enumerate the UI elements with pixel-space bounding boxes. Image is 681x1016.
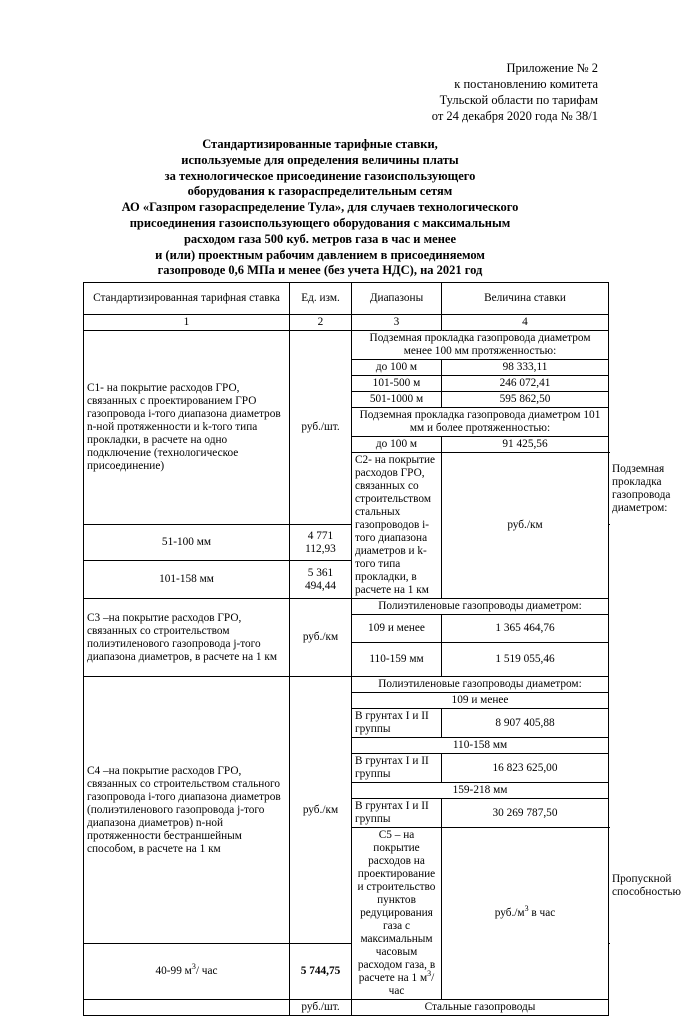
empty-cell	[84, 1000, 290, 1016]
range-cell: 101-500 м	[352, 376, 442, 392]
header-value: Величина ставки	[442, 283, 609, 315]
unit-c4: руб./км	[290, 677, 352, 944]
group-header: Подземная прокладка газопровода диаметром менее 100 мм протяженностью:	[352, 331, 609, 360]
range-cell: 51-100 мм	[84, 525, 290, 561]
column-number: 1	[84, 315, 290, 331]
range-cell: В грунтах I и II группы	[352, 754, 442, 783]
appendix-line: Приложение № 2	[506, 61, 598, 75]
appendix-line: от 24 декабря 2020 года № 38/1	[431, 109, 598, 123]
value-cell: 16 823 625,00	[442, 754, 609, 783]
range-cell: В грунтах I и II группы	[352, 709, 442, 738]
c5-desc-suffix: /час	[388, 972, 435, 997]
range-cell: 101-158 мм	[84, 561, 290, 599]
column-number: 4	[442, 315, 609, 331]
group-header: Стальные газопроводы	[352, 1000, 609, 1016]
value-cell: 30 269 787,50	[442, 799, 609, 828]
rate-description-c3: С3 –на покрытие расходов ГРО, связанных со строительством полиэтиленового газопровода j-того диапазона диаметров, в расчете на 1 км	[84, 599, 290, 677]
c5-range-text: 40-99 м	[155, 965, 192, 977]
table-row	[84, 599, 609, 615]
title-line: используемые для определения величины платы	[181, 152, 459, 167]
value-cell: 1 365 464,76	[442, 615, 609, 643]
group-header: Полиэтиленовые газопроводы диаметром:	[352, 677, 609, 693]
c5-unit-suffix: в час	[528, 907, 556, 919]
value-cell: 595 862,50	[442, 392, 609, 408]
column-number: 2	[290, 315, 352, 331]
value-cell: 8 907 405,88	[442, 709, 609, 738]
unit-c5	[442, 828, 609, 1000]
diameter-subheader: 109 и менее	[352, 693, 609, 709]
tariff-table	[83, 282, 681, 1016]
title-line: и (или) проектным рабочим давлением в присоединяемом	[155, 247, 485, 262]
appendix-line: к постановлению комитета	[454, 77, 598, 91]
rate-description-c2: С2- на покрытие расходов ГРО, связанных со строительством стальных газопроводов i-того диапазона диаметров и k-того типа прокладки, в расчете на 1 км	[352, 453, 442, 599]
rate-description-c5	[352, 828, 442, 1000]
appendix-block	[432, 60, 598, 124]
value-cell: 4 771 112,93	[290, 525, 352, 561]
diameter-subheader: 110-158 мм	[352, 738, 609, 754]
title-line: расходом газа 500 куб. метров газа в час и менее	[183, 231, 456, 246]
title-line: присоединения газоиспользующего оборудования с максимальным	[129, 215, 511, 230]
value-cell: 98 333,11	[442, 360, 609, 376]
table-row	[84, 1000, 609, 1016]
table-row	[84, 331, 609, 360]
range-cell: 109 и менее	[352, 615, 442, 643]
title-line: оборудования к газораспределительным сетям	[187, 184, 453, 199]
c5-desc-text: С5 – на покрытие расходов на проектирование и строительство пунктов редуцирования газа с максимальным часовым расходом газа, в расчете на 1 м	[357, 829, 436, 984]
column-number-row	[84, 315, 609, 331]
table-row: С5 – на покрытие расходов на проектирование и строительство пунктов редуцирования газа с максимальным часовым расходом газа, в расчете на 1 $м^3$/час $руб./м^3$ в час Пропускной способностью	[84, 828, 609, 944]
rate-description-c4: С4 –на покрытие расходов ГРО, связанных со строительством стального газопровода i-того диапазона диаметров (полиэтиленового газопровода j-того диапазона диаметров) n-ной протяженности бестраншейным способом, в расчете на 1 км	[84, 677, 290, 944]
column-number: 3	[352, 315, 442, 331]
value-cell: 91 425,56	[442, 437, 609, 453]
unit-c1: руб./шт.	[290, 331, 352, 525]
c5-range-suffix: / час	[195, 965, 218, 977]
range-cell	[84, 944, 290, 1000]
header-rate: Стандартизированная тарифная ставка	[84, 283, 290, 315]
document-title	[60, 137, 580, 279]
group-header: Полиэтиленовые газопроводы диаметром:	[352, 599, 609, 615]
table-header-row	[84, 283, 609, 315]
value-cell: 5 744,75	[290, 944, 352, 1000]
value-cell: 1 519 055,46	[442, 643, 609, 677]
c5-unit-text: руб./м	[494, 907, 525, 919]
header-range: Диапазоны	[352, 283, 442, 315]
c5-desc-sup: 3	[427, 969, 432, 979]
title-line: газопроводе 0,6 МПа и менее (без учета НДС), на 2021 год	[157, 263, 483, 278]
range-cell: В грунтах I и II группы	[352, 799, 442, 828]
range-cell: до 100 м	[352, 437, 442, 453]
diameter-subheader: 159-218 мм	[352, 783, 609, 799]
unit-c3: руб./км	[290, 599, 352, 677]
group-header: Подземная прокладка газопровода диаметром 101 мм и более протяженностью:	[352, 408, 609, 437]
rate-description-c1: С1- на покрытие расходов ГРО, связанных с проектированием ГРО газопровода i-того диапазона диаметров n-ной протяженности и k-того типа прокладки, в расчете на одно подключение (технологическое присоединение)	[84, 331, 290, 525]
range-cell: 501-1000 м	[352, 392, 442, 408]
unit-last: руб./шт.	[290, 1000, 352, 1016]
c5-unit-sup: 3	[524, 904, 529, 914]
title-line: за технологическое присоединение газоиспользующего	[164, 168, 476, 183]
unit-c2: руб./км	[442, 453, 609, 599]
range-cell: 110-159 мм	[352, 643, 442, 677]
appendix-line: Тульской области по тарифам	[439, 93, 598, 107]
title-line: Стандартизированные тарифные ставки,	[202, 137, 438, 151]
c5-range-sup: 3	[191, 962, 196, 972]
table-row: С2- на покрытие расходов ГРО, связанных со строительством стальных газопроводов i-того диапазона диаметров и k-того типа прокладки, в расчете на 1 км руб./км Подземная прокладка газопровода диаметром:	[84, 453, 609, 525]
header-unit: Ед. изм.	[290, 283, 352, 315]
value-cell: 5 361 494,44	[290, 561, 352, 599]
table-row	[84, 677, 609, 693]
range-cell: до 100 м	[352, 360, 442, 376]
value-cell: 246 072,41	[442, 376, 609, 392]
title-line: АО «Газпром газораспределение Тула», для случаев технологического	[121, 200, 519, 215]
